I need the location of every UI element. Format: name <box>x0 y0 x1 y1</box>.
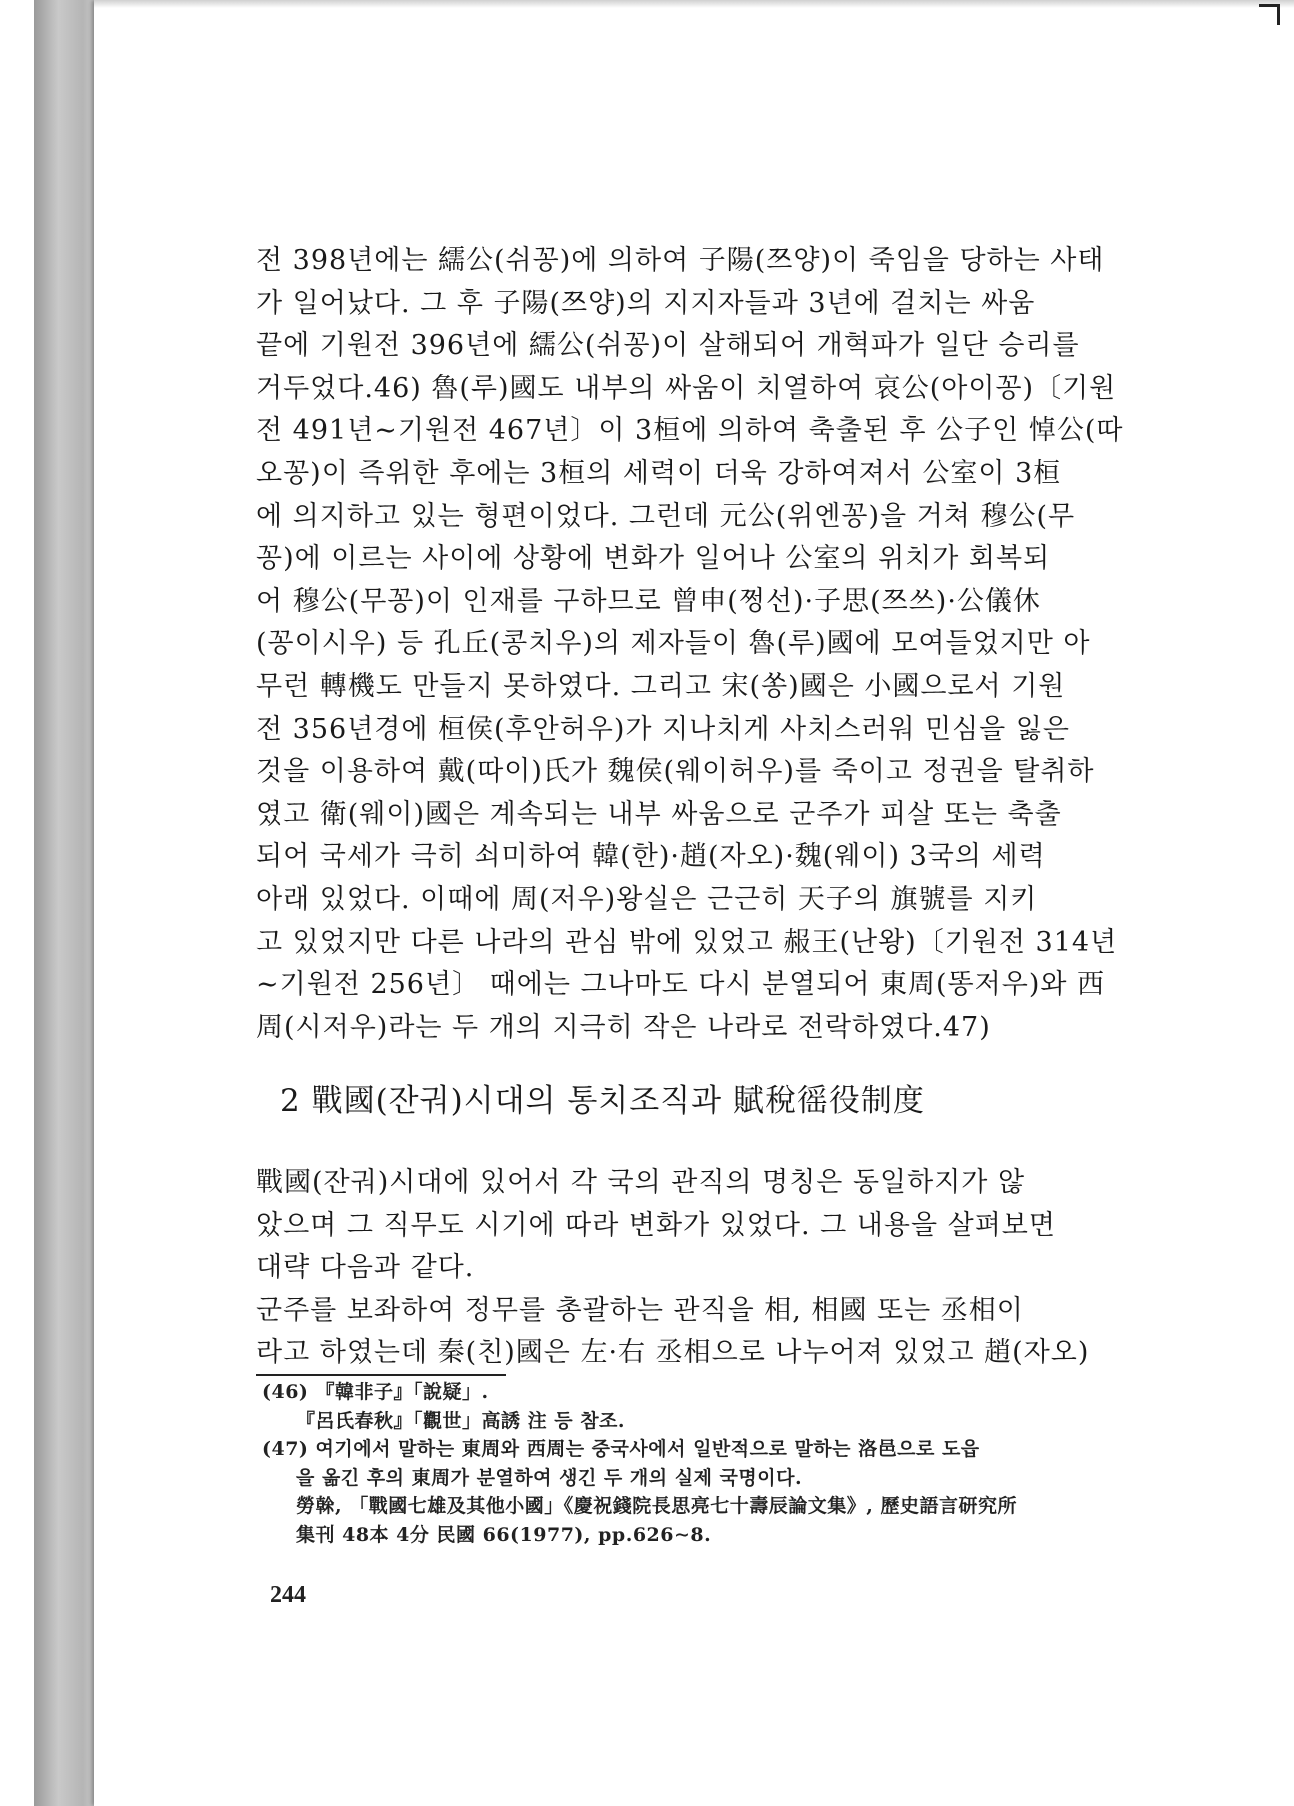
body-line: 周(시저우)라는 두 개의 지극히 작은 나라로 전락하였다.47) <box>256 1011 991 1043</box>
body-line: 에 의지하고 있는 형편이었다. 그런데 元公(위엔꽁)을 거쳐 穆公(무 <box>256 500 1076 532</box>
body-line: 전 398년에는 繻公(쉬꽁)에 의하여 子陽(쯔양)이 죽임을 당하는 사태 <box>256 245 1105 276</box>
body-paragraph <box>256 240 1124 1049</box>
body-line: (꽁이시우) 등 孔丘(콩치우)의 제자들이 魯(루)國에 모여들었지만 아 <box>256 628 1091 660</box>
footnotes <box>262 1378 1102 1549</box>
section-line: 군주를 보좌하여 정무를 총괄하는 관직을 相, 相國 또는 丞相이 <box>256 1294 1024 1326</box>
body-line: 전 356년경에 桓侯(후안허우)가 지나치게 사치스러워 민심을 잃은 <box>256 713 1070 745</box>
section-line: 았으며 그 직무도 시기에 따라 변화가 있었다. 그 내용을 살펴보면 <box>256 1209 1056 1241</box>
section-line: 戰國(잔궈)시대에 있어서 각 국의 관직의 명칭은 동일하지가 않 <box>256 1167 1026 1198</box>
body-line: 전 491년∼기원전 467년〕이 3桓에 의하여 축출된 후 公子인 悼公(따 <box>256 415 1124 447</box>
footnote-divider <box>256 1374 506 1376</box>
body-line: 오꽁)이 즉위한 후에는 3桓의 세력이 더욱 강하여져서 公室이 3桓 <box>256 457 1062 489</box>
body-line: 아래 있었다. 이때에 周(저우)왕실은 근근히 天子의 旗號를 지키 <box>256 883 1038 915</box>
body-line: 였고 衛(웨이)國은 계속되는 내부 싸움으로 군주가 피살 또는 축출 <box>256 798 1062 830</box>
footnote-47: (47) 여기에서 말하는 東周와 西周는 중국사에서 일반적으로 말하는 洛邑으로 도읍 <box>262 1438 980 1460</box>
corner-mark <box>1259 4 1280 25</box>
body-line: 꽁)에 이르는 사이에 상황에 변화가 일어나 公室의 위치가 회복되 <box>256 543 1051 575</box>
section-line: 대략 다음과 같다. <box>256 1252 475 1283</box>
page-top-edge <box>94 0 1294 8</box>
footnote-47-cont: 을 옮긴 후의 東周가 분열하여 생긴 두 개의 실제 국명이다. <box>296 1466 803 1489</box>
section-heading: 2 戰國(잔궈)시대의 통치조직과 賦稅徭役制度 <box>280 1083 925 1119</box>
body-line: 고 있었지만 다른 나라의 관심 밖에 있었고 赧王(난왕)〔기원전 314년 <box>256 926 1118 958</box>
body-line: 가 일어났다. 그 후 子陽(쯔양)의 지지자들과 3년에 걸치는 싸움 <box>256 287 1036 319</box>
body-line: 것을 이용하여 戴(따이)氏가 魏侯(웨이허우)를 죽이고 정권을 탈취하 <box>256 756 1095 788</box>
body-line: ∼기원전 256년〕 때에는 그나마도 다시 분열되어 東周(똥저우)와 西 <box>256 969 1106 1001</box>
page-number: 244 <box>270 1582 306 1608</box>
footnote-46: (46) 『韓非子』「說疑」. <box>262 1381 489 1403</box>
footnote-46-cont: 『呂氏春秋』「觀世」高誘 注 등 참조. <box>296 1409 626 1432</box>
body-line: 되어 국세가 극히 쇠미하여 韓(한)·趙(자오)·魏(웨이) 3국의 세력 <box>256 841 1046 873</box>
footnote-47-ref: 勞榦, 「戰國七雄及其他小國」《慶祝錢院長思亮七十壽辰論文集》, 歷史語言研究所 <box>296 1495 1017 1517</box>
body-line: 어 穆公(무꽁)이 인재를 구하므로 曾申(쩡선)·子思(쯔쓰)·公儀休 <box>256 585 1041 617</box>
body-line: 끝에 기원전 396년에 繻公(쉬꽁)이 살해되어 개혁파가 일단 승리를 <box>256 330 1080 362</box>
section-paragraph <box>256 1162 1096 1375</box>
section-line: 라고 하였는데 秦(친)國은 左·右 丞相으로 나누어져 있었고 趙(자오) <box>256 1337 1090 1368</box>
body-line: 거두었다.46) 魯(루)國도 내부의 싸움이 치열하여 哀公(아이꽁)〔기원 <box>256 372 1117 404</box>
body-line: 무런 轉機도 만들지 못하였다. 그리고 宋(쏭)國은 小國으로서 기원 <box>256 670 1066 702</box>
footnote-47-ref-cont: 集刊 48本 4分 民國 66(1977), pp.626∼8. <box>296 1523 712 1546</box>
